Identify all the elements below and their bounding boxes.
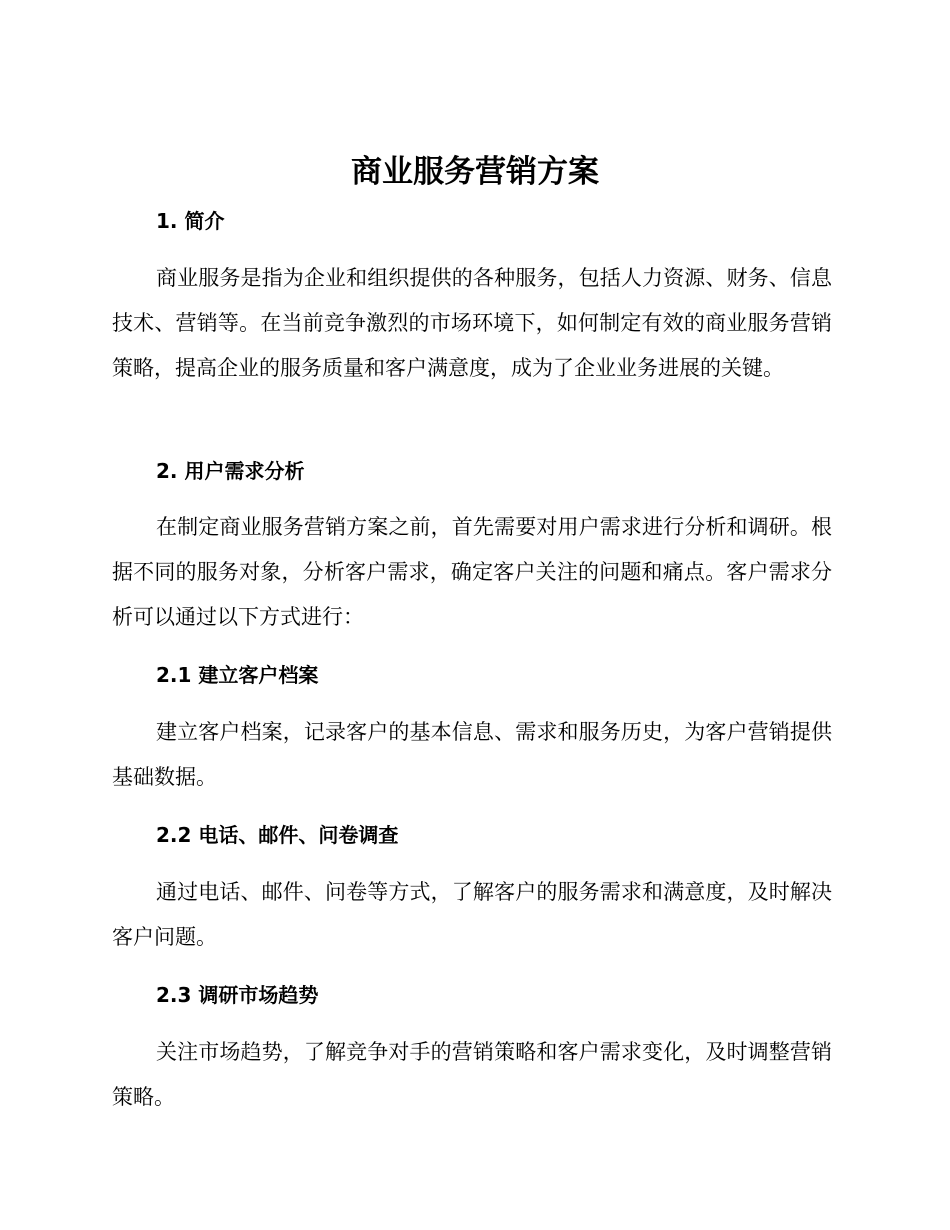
section-heading-intro: 1. 简介: [156, 209, 225, 233]
section-heading-surveys: 2.2 电话、邮件、问卷调查: [156, 823, 399, 847]
document-title: 商业服务营销方案: [351, 154, 599, 190]
section-heading-market-trends: 2.3 调研市场趋势: [156, 983, 319, 1007]
section-paragraph-surveys: 通过电话、邮件、问卷等方式，了解客户的服务需求和满意度，及时解决客户问题。: [112, 880, 832, 949]
section-heading-customer-files: 2.1 建立客户档案: [156, 663, 319, 687]
section-paragraph-market-trends: 关注市场趋势，了解竞争对手的营销策略和客户需求变化，及时调整营销策略。: [112, 1040, 832, 1109]
section-paragraph-user-needs: 在制定商业服务营销方案之前，首先需要对用户需求进行分析和调研。根据不同的服务对象，分析客户需求，确定客户关注的问题和痛点。客户需求分析可以通过以下方式进行：: [112, 515, 832, 629]
section-paragraph-customer-files: 建立客户档案，记录客户的基本信息、需求和服务历史，为客户营销提供基础数据。: [112, 720, 832, 789]
section-heading-user-needs: 2. 用户需求分析: [156, 459, 305, 483]
section-paragraph-intro: 商业服务是指为企业和组织提供的各种服务，包括人力资源、财务、信息技术、营销等。在当前竞争激烈的市场环境下，如何制定有效的商业服务营销策略，提高企业的服务质量和客户满意度，成为了企业业务进展的关键。: [112, 266, 832, 380]
